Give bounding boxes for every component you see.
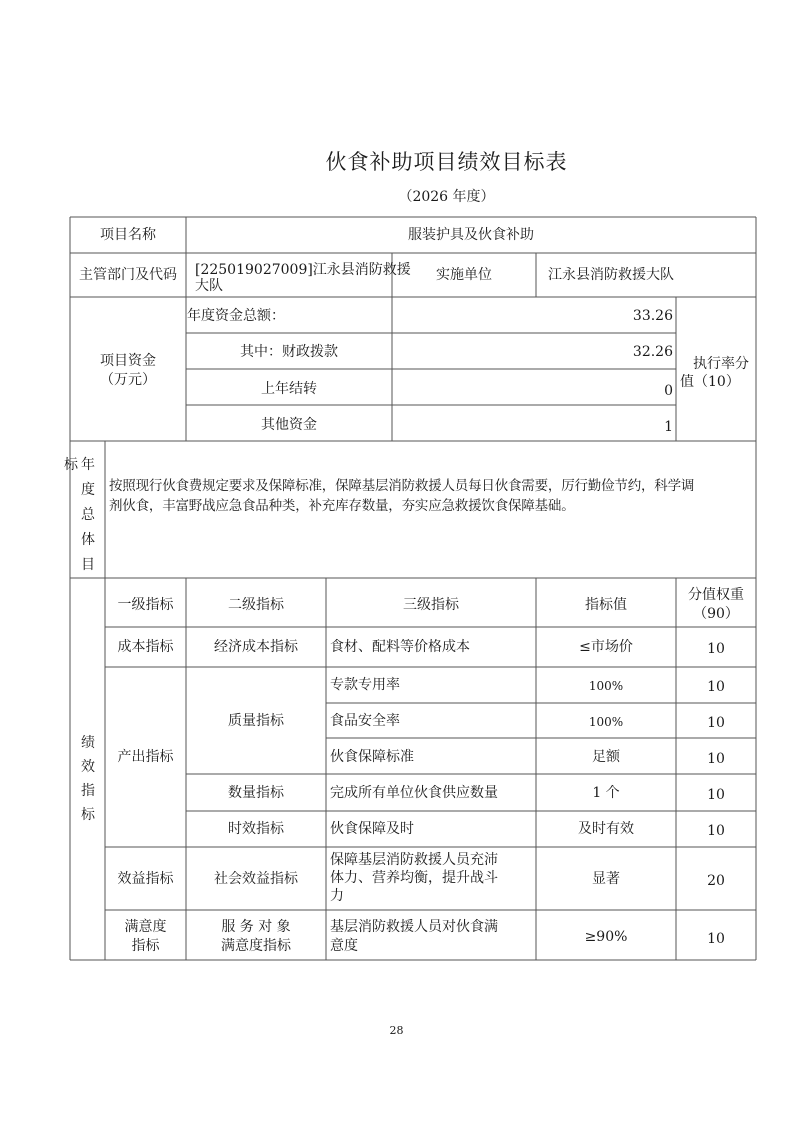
quality-row3-level3: 伙食保障标准 bbox=[330, 749, 414, 765]
quality-row3-value: 足额 bbox=[592, 749, 620, 765]
page-title: 伙食补助项目绩效目标表 bbox=[325, 150, 568, 174]
quality-row1-weight: 10 bbox=[707, 679, 725, 695]
satisfaction-level2-line1: 服 务 对 象 bbox=[221, 919, 291, 935]
quality-row1-value: 100% bbox=[588, 679, 624, 693]
satisfaction-level1-line1: 满意度 bbox=[124, 919, 167, 935]
satisfaction-weight: 10 bbox=[707, 931, 725, 947]
indicators-side-char-4: 标 bbox=[81, 807, 95, 823]
funds-fiscal-value: 32.26 bbox=[632, 344, 673, 360]
project-name-label: 项目名称 bbox=[100, 227, 156, 243]
benefit-level3-line1: 保障基层消防救援人员充沛 bbox=[330, 852, 498, 868]
benefit-value: 显著 bbox=[592, 871, 620, 887]
goal-side-char-2: 度 bbox=[81, 482, 95, 498]
funds-fiscal-label: 其中：财政拨款 bbox=[240, 344, 338, 360]
funds-total-value: 33.26 bbox=[632, 308, 673, 324]
page-number: 28 bbox=[389, 1024, 404, 1037]
exec-rate-line2: 值（10） bbox=[680, 374, 740, 390]
funds-carryover-value: 0 bbox=[664, 383, 673, 399]
header-value: 指标值 bbox=[585, 597, 627, 613]
quality-row3-weight: 10 bbox=[707, 751, 725, 767]
quality-row1-level3: 专款专用率 bbox=[330, 677, 400, 693]
quality-row2-value: 100% bbox=[588, 715, 624, 729]
header-weight-line2: （90） bbox=[693, 606, 739, 622]
quality-row2-level3: 食品安全率 bbox=[330, 713, 400, 729]
benefit-weight: 20 bbox=[707, 873, 725, 889]
funds-label-line1: 项目资金 bbox=[100, 353, 156, 369]
goal-side-char-1: 年 bbox=[81, 457, 95, 473]
funds-label-line2: （万元） bbox=[100, 372, 156, 388]
quality-row2-weight: 10 bbox=[707, 715, 725, 731]
satisfaction-level1-line2: 指标 bbox=[131, 938, 160, 954]
cost-weight: 10 bbox=[707, 641, 725, 657]
satisfaction-level3-line1: 基层消防救援人员对伙食满 bbox=[330, 919, 498, 935]
dept-value-line1: [225019027009]江永县消防救援 bbox=[195, 262, 411, 278]
satisfaction-level3-line2: 意度 bbox=[330, 938, 358, 954]
exec-rate-line1: 执行率分 bbox=[693, 356, 749, 372]
indicators-side-char-3: 指 bbox=[81, 783, 95, 799]
quantity-value: 1 个 bbox=[592, 785, 620, 801]
timeliness-level2: 时效指标 bbox=[228, 821, 284, 837]
satisfaction-value: ≥90% bbox=[584, 929, 628, 945]
quality-level2: 质量指标 bbox=[228, 713, 284, 729]
goal-side-char-3: 总 bbox=[81, 507, 95, 523]
dept-value-line2: 大队 bbox=[195, 278, 223, 294]
header-level3: 三级指标 bbox=[403, 597, 459, 613]
indicators-side-char-2: 效 bbox=[81, 759, 95, 775]
impl-label: 实施单位 bbox=[436, 267, 492, 283]
dept-label: 主管部门及代码 bbox=[79, 267, 177, 283]
goal-text-line1: 按照现行伙食费规定要求及保障标准，保障基层消防救援人员每日伙食需要，厉行勤俭节约，科学调 bbox=[109, 478, 695, 494]
timeliness-weight: 10 bbox=[707, 823, 725, 839]
funds-total-label: 年度资金总额： bbox=[187, 308, 285, 324]
funds-other-label: 其他资金 bbox=[261, 417, 317, 433]
goal-side-char-4: 体 bbox=[81, 532, 95, 548]
funds-other-value: 1 bbox=[664, 419, 673, 435]
project-name-value: 服装护具及伙食补助 bbox=[408, 227, 534, 243]
timeliness-level3: 伙食保障及时 bbox=[330, 821, 414, 837]
indicators-side-char-1: 绩 bbox=[81, 735, 95, 751]
quantity-weight: 10 bbox=[707, 787, 725, 803]
cost-value: ≤市场价 bbox=[579, 639, 633, 655]
header-weight-line1: 分值权重 bbox=[688, 587, 744, 603]
goal-side-char-5: 目 bbox=[81, 557, 95, 573]
goal-text-line2: 剂伙食，丰富野战应急食品种类，补充库存数量，夯实应急救援饮食保障基础。 bbox=[109, 498, 575, 514]
benefit-level2: 社会效益指标 bbox=[214, 871, 298, 887]
cost-level1: 成本指标 bbox=[117, 639, 174, 655]
quantity-level3: 完成所有单位伙食供应数量 bbox=[330, 785, 498, 801]
benefit-level3-line3: 力 bbox=[330, 888, 344, 904]
header-level1: 一级指标 bbox=[117, 597, 174, 613]
quantity-level2: 数量指标 bbox=[228, 785, 284, 801]
funds-carryover-label: 上年结转 bbox=[261, 381, 317, 397]
timeliness-value: 及时有效 bbox=[578, 821, 634, 837]
benefit-level3-line2: 体力、营养均衡，提升战斗 bbox=[330, 870, 498, 886]
impl-value: 江永县消防救援大队 bbox=[548, 267, 674, 283]
cost-level2: 经济成本指标 bbox=[214, 639, 298, 655]
header-level2: 二级指标 bbox=[228, 597, 284, 613]
output-level1: 产出指标 bbox=[117, 749, 174, 765]
satisfaction-level2-line2: 满意度指标 bbox=[221, 938, 291, 954]
benefit-level1: 效益指标 bbox=[117, 871, 174, 887]
cost-level3: 食材、配料等价格成本 bbox=[330, 639, 470, 655]
page-subtitle: （2026 年度） bbox=[398, 189, 495, 205]
goal-side-clip: 标 bbox=[64, 457, 78, 473]
